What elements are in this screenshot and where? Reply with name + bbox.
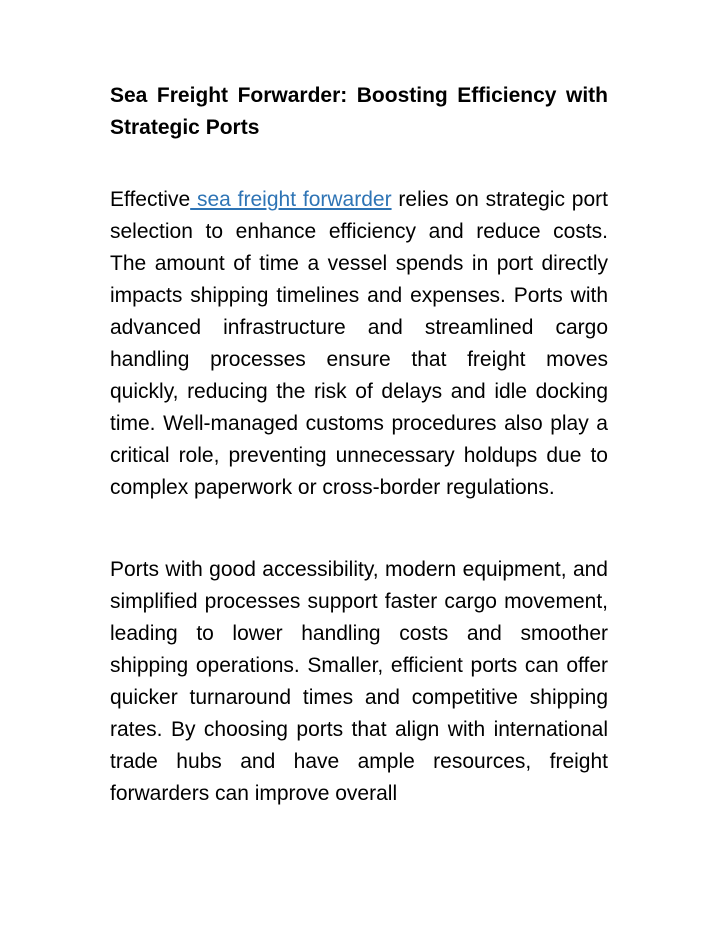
paragraph-2: Ports with good accessibility, modern equipment, and simplified processes support faster cargo movement, leading to lower handling costs and smoother shipping operations. Smaller, efficient ports can offer quicker turnaround times and competitive shipping rates. By choosing ports that align with international trade hubs and have ample resources, freight forwarders can improve overall: [110, 558, 608, 805]
paragraph-1-lead: Effective: [110, 188, 191, 211]
document-title: Sea Freight Forwarder: Boosting Efficiency with Strategic Ports: [110, 84, 608, 139]
document-page: [110, 80, 608, 810]
paragraph-1: [110, 184, 608, 504]
sea-freight-forwarder-link[interactable]: sea freight forwarder: [190, 188, 392, 211]
paragraph-1-body: relies on strategic port selection to enhance efficiency and reduce costs. The amount of time a vessel spends in port directly impacts shipping timelines and expenses. Ports with advanced infrastructure and streamlined cargo handling processes ensure that freight moves quickly, reducing the risk of delays and idle docking time. Well-managed customs procedures also play a critical role, preventing unnecessary holdups due to complex paperwork or cross-border regulations.: [110, 188, 608, 499]
